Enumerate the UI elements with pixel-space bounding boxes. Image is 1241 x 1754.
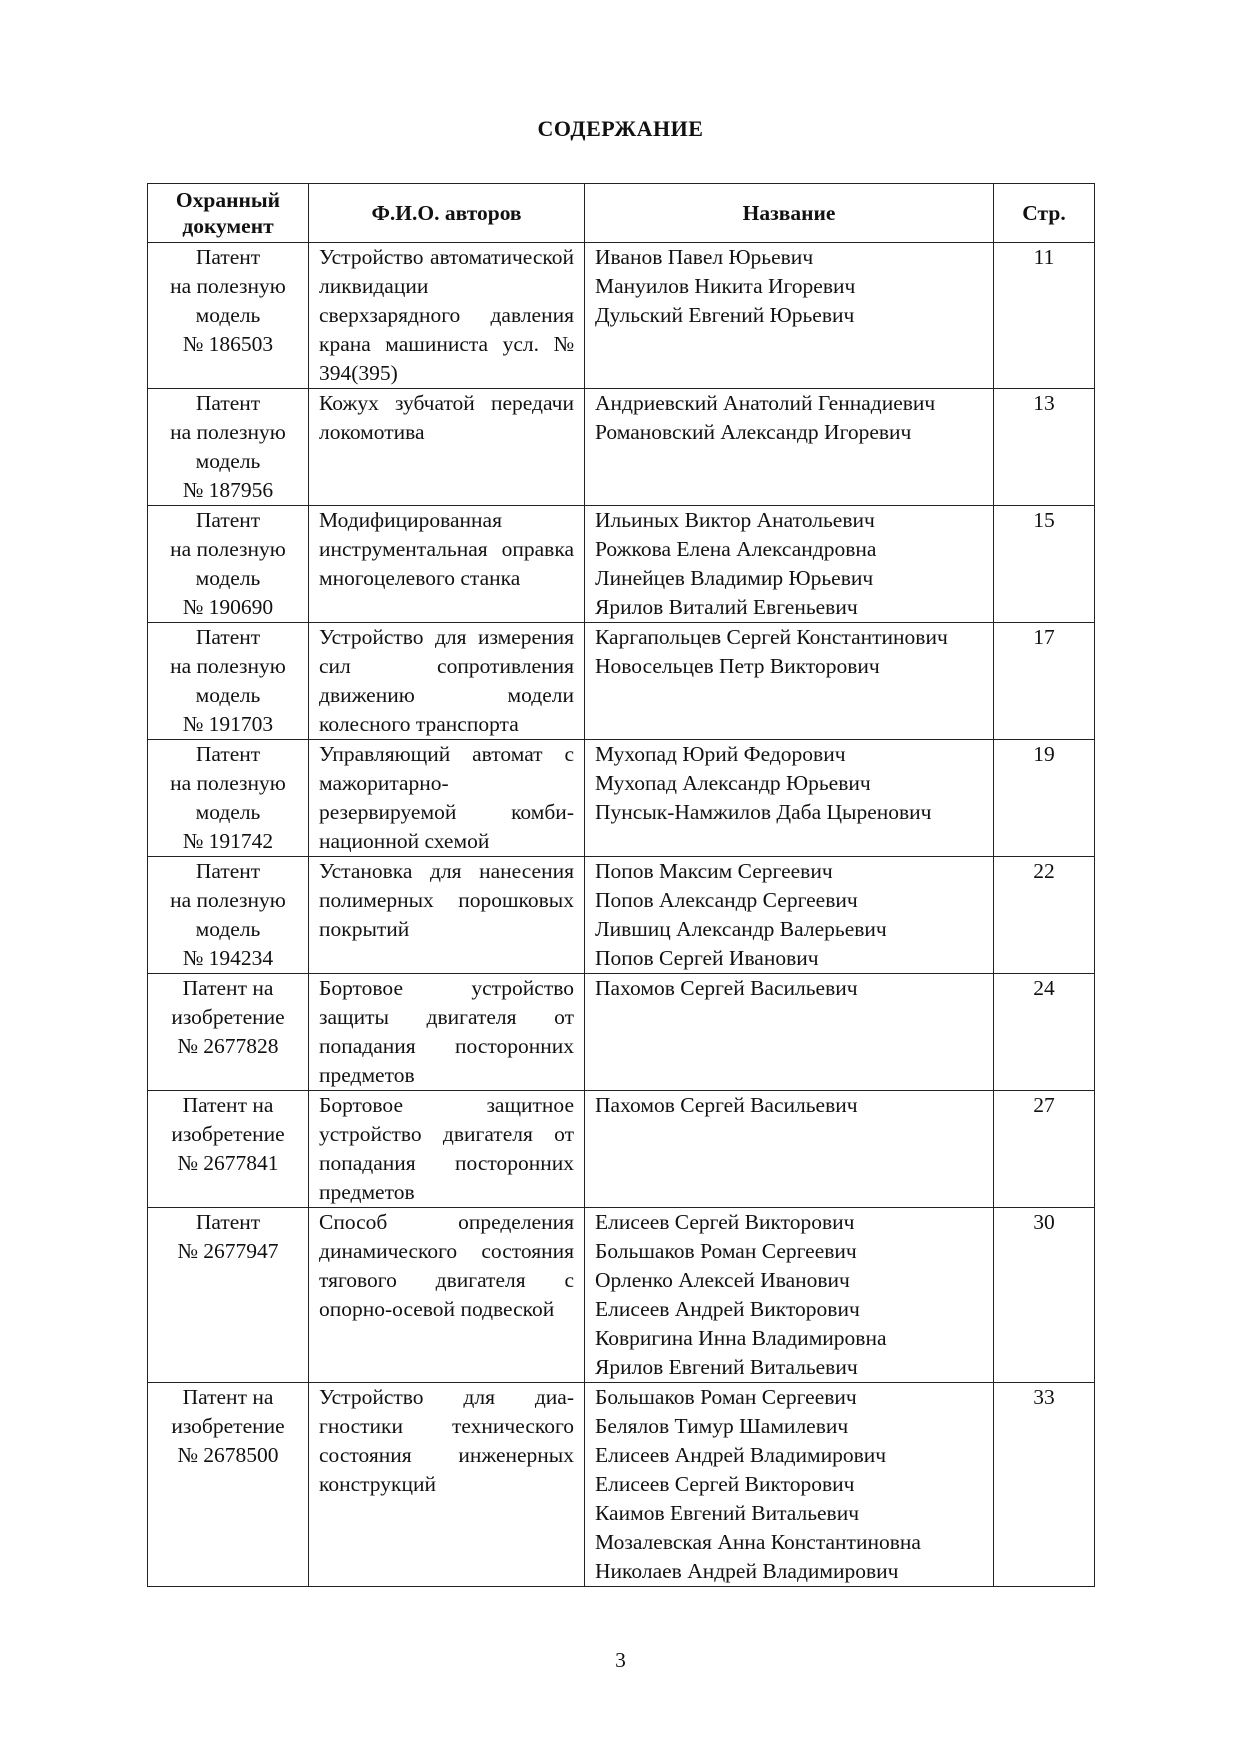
authors-cell [585, 974, 994, 1091]
page-cell: 11 [994, 243, 1095, 389]
title-cell: Бортовое защитное устройство двигателя от попадания посторонних предметов [309, 1091, 585, 1208]
document-line: Патент [195, 245, 261, 269]
header-title: Название [585, 184, 994, 243]
author-name: Лившиц Александр Валерьевич [595, 917, 887, 941]
document-cell [148, 740, 309, 857]
authors-cell [585, 740, 994, 857]
page-cell: 17 [994, 623, 1095, 740]
page-cell: 33 [994, 1383, 1095, 1587]
table-row [148, 740, 1095, 857]
page-title: СОДЕРЖАНИЕ [537, 116, 704, 141]
author-name: Пунсык-Намжилов Даба Цыренович [595, 800, 932, 824]
document-cell [148, 1383, 309, 1587]
document-line: № 187956 [182, 478, 274, 502]
authors-cell [585, 506, 994, 623]
author-name: Ковригина Инна Владимировна [595, 1326, 887, 1350]
page-cell: 15 [994, 506, 1095, 623]
document-line: Патент на [182, 976, 274, 1000]
table-row [148, 1208, 1095, 1383]
title-cell: Устройство автоматической ликвидации сверхзарядного давления крана машиниста усл. № 394(395) [309, 243, 585, 389]
document-cell [148, 623, 309, 740]
document-line: Патент на [182, 1385, 274, 1409]
author-name: Мозалевская Анна Константиновна [595, 1530, 921, 1554]
document-line: модель [195, 917, 261, 941]
document-cell [148, 857, 309, 974]
authors-cell [585, 1091, 994, 1208]
document-line: на полезную [170, 654, 286, 678]
author-name: Каргапольцев Сергей Константинович [595, 625, 948, 649]
document-line: № 2678500 [177, 1443, 279, 1467]
document-cell [148, 506, 309, 623]
document-cell [148, 1091, 309, 1208]
table-body [148, 243, 1095, 1587]
document-line: Патент [195, 742, 261, 766]
author-name: Рожкова Елена Александровна [595, 537, 877, 561]
document-cell [148, 974, 309, 1091]
author-name: Орленко Алексей Иванович [595, 1268, 850, 1292]
document-line: модель [195, 800, 261, 824]
author-name: Николаев Андрей Владимирович [595, 1559, 899, 1583]
document-line: изобретение [171, 1414, 285, 1438]
author-name: Большаков Роман Сергеевич [595, 1239, 857, 1263]
document-line: модель [195, 683, 261, 707]
author-name: Попов Александр Сергеевич [595, 888, 858, 912]
author-name: Ярилов Евгений Витальевич [595, 1355, 858, 1379]
title-cell: Устройство для диагностики технического состояния инженерных конструкций [309, 1383, 585, 1587]
contents-table [147, 183, 1095, 1587]
author-name: Мухопад Юрий Федорович [595, 742, 846, 766]
document-line: № 194234 [182, 946, 274, 970]
author-name: Елисеев Андрей Викторович [595, 1297, 860, 1321]
page-cell: 27 [994, 1091, 1095, 1208]
title-cell: Устройство для измерения сил сопротивления движению модели колесного транспорта [309, 623, 585, 740]
author-name: Дульский Евгений Юрьевич [595, 303, 855, 327]
table-row [148, 1383, 1095, 1587]
authors-cell [585, 857, 994, 974]
document-line: на полезную [170, 420, 286, 444]
author-name: Белялов Тимур Шамилевич [595, 1414, 849, 1438]
document-line: Патент [195, 859, 261, 883]
author-name: Елисеев Сергей Викторович [595, 1210, 855, 1234]
document-line: модель [195, 566, 261, 590]
authors-cell [585, 1208, 994, 1383]
title-cell: Установка для нанесения полимерных порошковых покрытий [309, 857, 585, 974]
document-line: Патент на [182, 1093, 274, 1117]
document-cell [148, 1208, 309, 1383]
author-name: Романовский Александр Игоревич [595, 420, 912, 444]
title-cell: Модифицированная инструментальная оправка многоцелевого станка [309, 506, 585, 623]
author-name: Пахомов Сергей Васильевич [595, 976, 858, 1000]
author-name: Попов Максим Сергеевич [595, 859, 833, 883]
document-line: на полезную [170, 537, 286, 561]
page-cell: 22 [994, 857, 1095, 974]
document-line: № 2677947 [177, 1239, 279, 1263]
document-cell [148, 243, 309, 389]
document-line: Патент [195, 625, 261, 649]
document-line: модель [195, 303, 261, 327]
author-name: Новосельцев Петр Викторович [595, 654, 880, 678]
header-document-line: Охранный [175, 188, 281, 212]
table-row [148, 623, 1095, 740]
document-line: на полезную [170, 771, 286, 795]
table-row [148, 1091, 1095, 1208]
title-cell: Способ определения динамического состояния тягового двигателя с опорно-осевой подвеской [309, 1208, 585, 1383]
authors-cell [585, 1383, 994, 1587]
document-line: на полезную [170, 274, 286, 298]
author-name: Мануилов Никита Игоревич [595, 274, 856, 298]
author-name: Линейцев Владимир Юрьевич [595, 566, 874, 590]
author-name: Пахомов Сергей Васильевич [595, 1093, 858, 1117]
document-line: № 2677828 [177, 1034, 279, 1058]
table-row [148, 243, 1095, 389]
header-page: Стр. [994, 184, 1095, 243]
document-line: Патент [195, 391, 261, 415]
author-name: Каимов Евгений Витальевич [595, 1501, 860, 1525]
header-authors: Ф.И.О. авторов [309, 184, 585, 243]
author-name: Елисеев Сергей Викторович [595, 1472, 855, 1496]
author-name: Ярилов Виталий Евгеньевич [595, 595, 858, 619]
table-row [148, 857, 1095, 974]
document-cell [148, 389, 309, 506]
page-cell: 19 [994, 740, 1095, 857]
title-cell: Бортовое устройство защиты двигателя от попадания посторонних предметов [309, 974, 585, 1091]
document-line: Патент [195, 508, 261, 532]
document-line: Патент [195, 1210, 261, 1234]
author-name: Елисеев Андрей Владимирович [595, 1443, 887, 1467]
document-line: на полезную [170, 888, 286, 912]
document-line: № 190690 [182, 595, 274, 619]
table-row [148, 506, 1095, 623]
document-line: № 191742 [182, 829, 274, 853]
document-line: № 191703 [182, 712, 274, 736]
page-cell: 24 [994, 974, 1095, 1091]
title-cell: Кожух зубчатой передачи локомотива [309, 389, 585, 506]
authors-cell [585, 623, 994, 740]
page-cell: 30 [994, 1208, 1095, 1383]
document-line: изобретение [171, 1005, 285, 1029]
table-header-row [148, 184, 1095, 243]
authors-cell [585, 243, 994, 389]
author-name: Большаков Роман Сергеевич [595, 1385, 857, 1409]
title-cell: Управляющий автомат с мажоритарно-резервируемой комбинационной схемой [309, 740, 585, 857]
document-line: модель [195, 449, 261, 473]
page-cell: 13 [994, 389, 1095, 506]
document-line: № 2677841 [177, 1151, 279, 1175]
author-name: Попов Сергей Иванович [595, 946, 819, 970]
document-line: изобретение [171, 1122, 285, 1146]
document-line: № 186503 [182, 332, 274, 356]
author-name: Иванов Павел Юрьевич [595, 245, 814, 269]
authors-cell [585, 389, 994, 506]
table-row [148, 389, 1095, 506]
author-name: Мухопад Александр Юрьевич [595, 771, 871, 795]
table-row [148, 974, 1095, 1091]
author-name: Андриевский Анатолий Геннадиевич [595, 391, 936, 415]
header-document [148, 184, 309, 243]
page-number: 3 [615, 1648, 626, 1672]
author-name: Ильиных Виктор Анатольевич [595, 508, 875, 532]
header-document-line: документ [182, 214, 274, 238]
